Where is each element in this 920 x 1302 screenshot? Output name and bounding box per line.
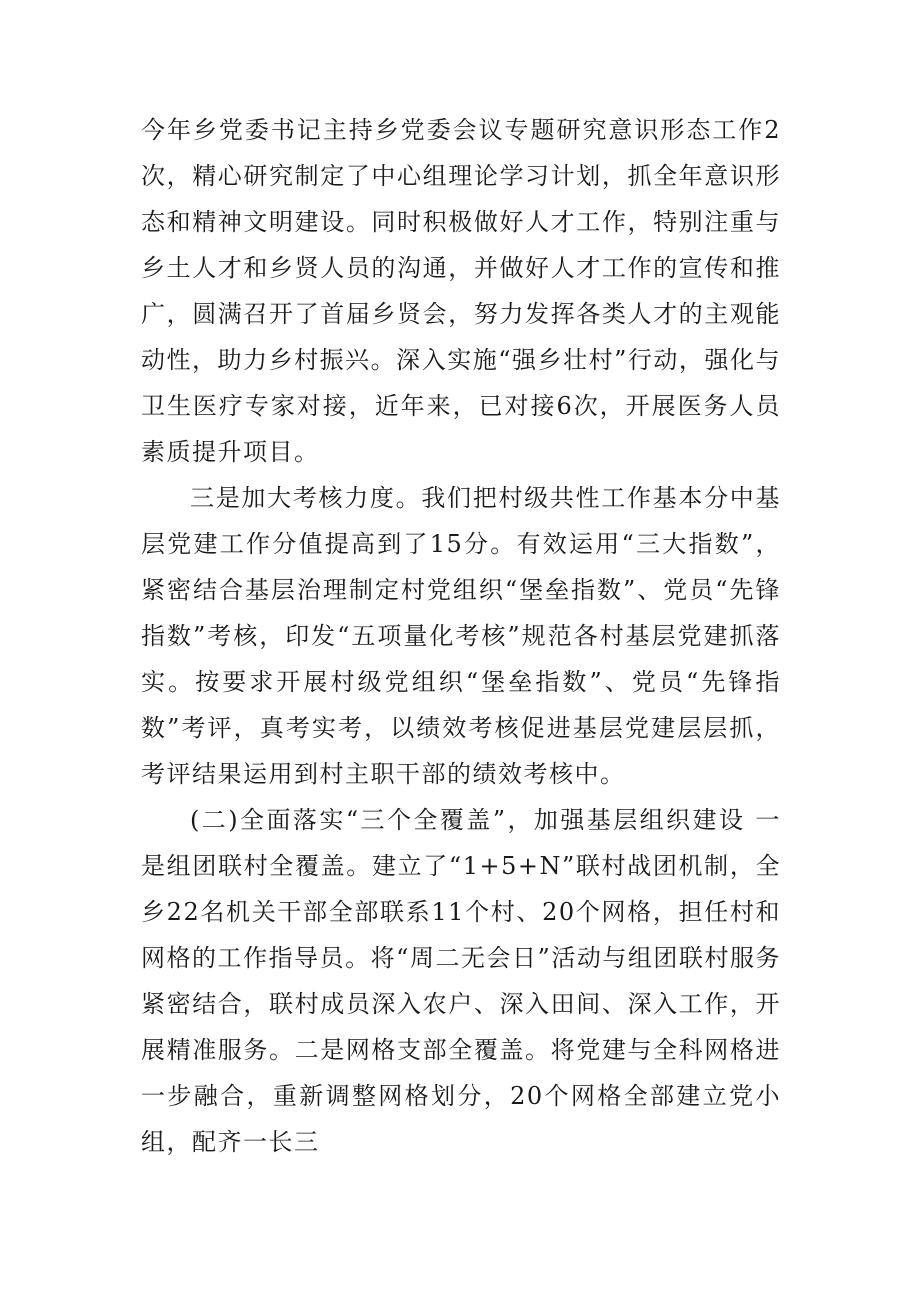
document-body — [141, 107, 781, 1165]
paragraph-1: 今年乡党委书记主持乡党委会议专题研究意识形态工作2次，精心研究制定了中心组理论学习计划，抓全年意识形态和精神文明建设。同时积极做好人才工作，特别注重与乡土人才和乡贤人员的沟通，并做好人才工作的宣传和推广，圆满召开了首届乡贤会，努力发挥各类人才的主观能动性，助力乡村振兴。深入实施“强乡壮村”行动，强化与卫生医疗专家对接，近年来，已对接6次，开展医务人员素质提升项目。 — [141, 116, 781, 466]
paragraph-3: (二)全面落实“三个全覆盖”，加强基层组织建设 一是组团联村全覆盖。建立了“1+5+N”联村战团机制，全乡22名机关干部全部联系11个村、20个网格，担任村和网格的工作指导员。将“周二无会日”活动与组团联村服务紧密结合，联村成员深入农户、深入田间、深入工作，开展精准服务。二是网格支部全覆盖。将党建与全科网格进一步融合，重新调整网格划分，20个网格全部建立党小组，配齐一长三 — [141, 806, 781, 1156]
paragraph-2: 三是加大考核力度。我们把村级共性工作基本分中基层党建工作分值提高到了15分。有效运用“三大指数”，紧密结合基层治理制定村党组织“堡垒指数”、党员“先锋指数”考核，印发“五项量化考核”规范各村基层党建抓落实。按要求开展村级党组织“堡垒指数”、党员“先锋指数”考评，真考实考，以绩效考核促进基层党建层层抓，考评结果运用到村主职干部的绩效考核中。 — [141, 484, 781, 788]
